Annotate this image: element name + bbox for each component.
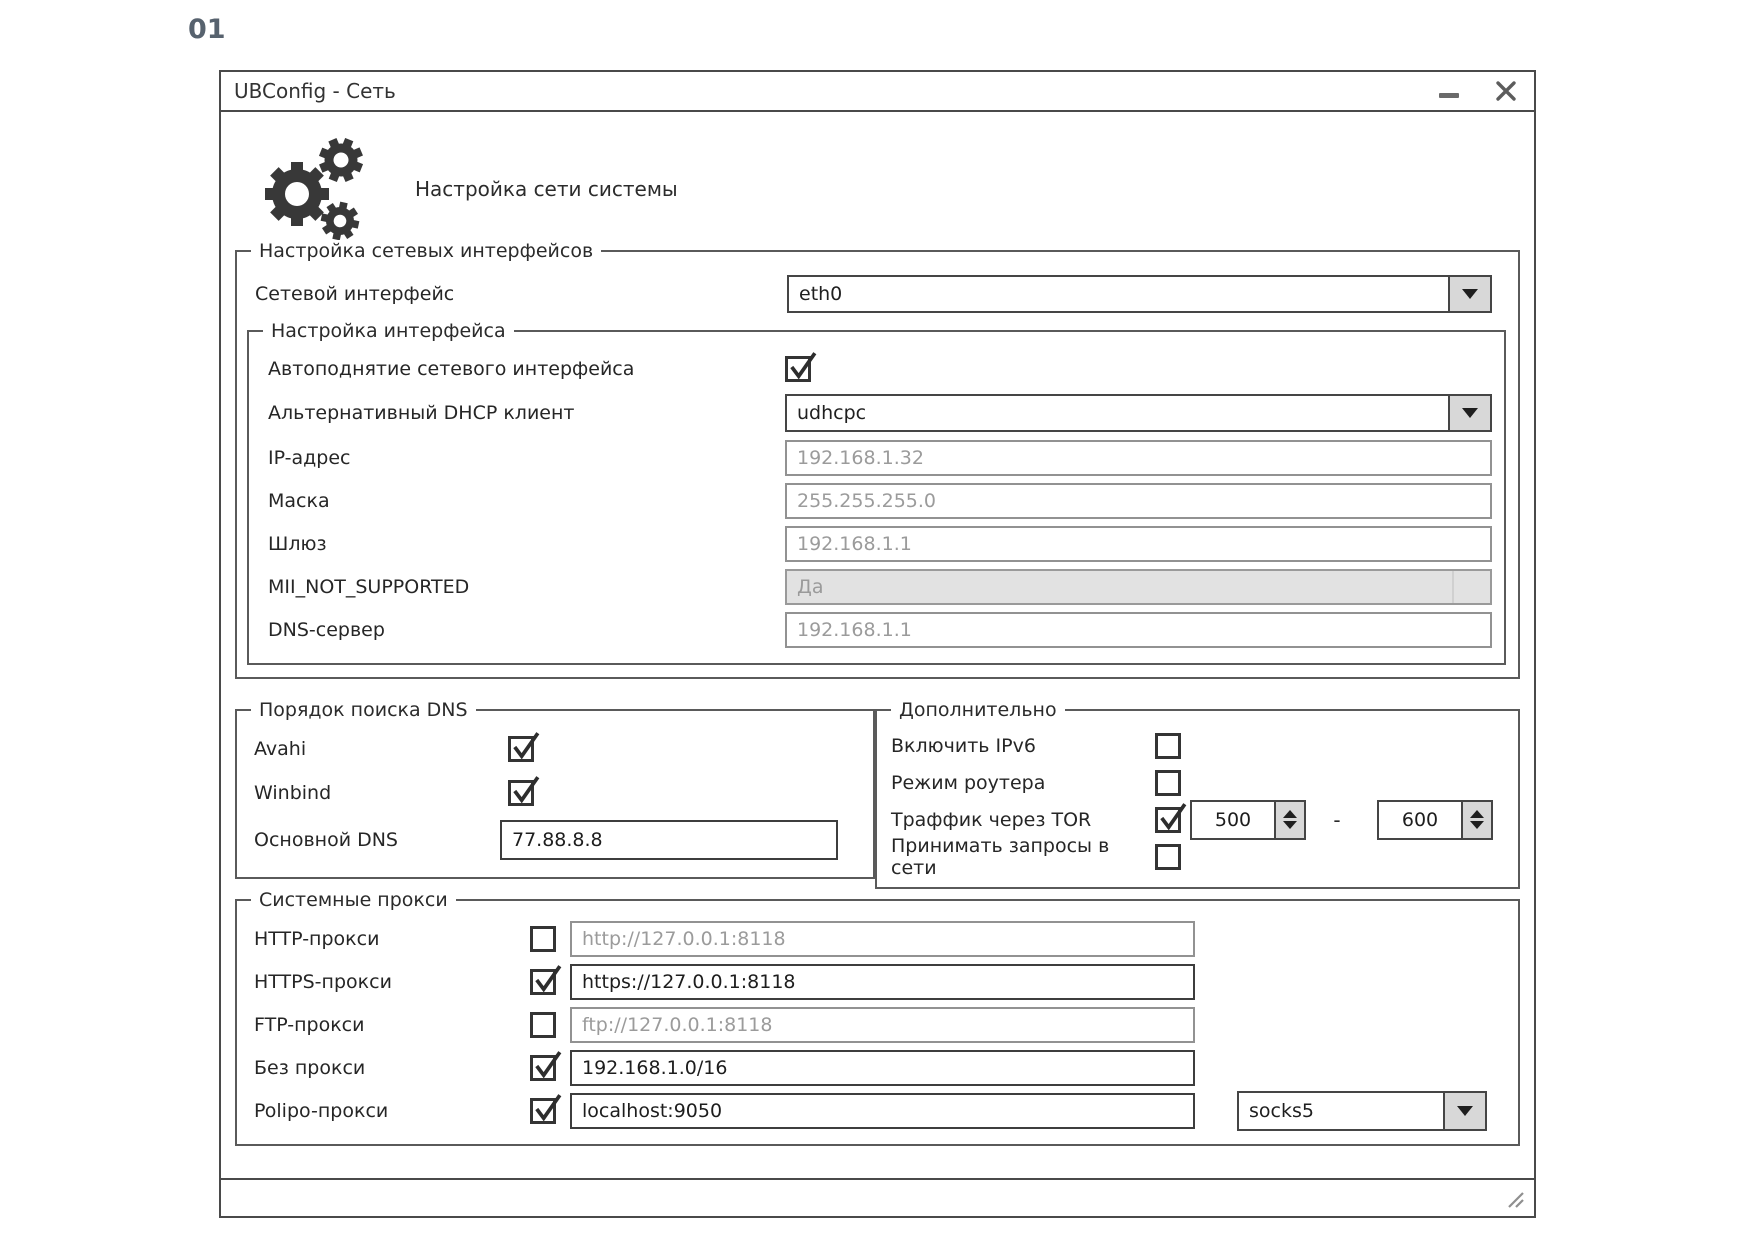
proxy-type-select-button[interactable]: [1443, 1093, 1485, 1129]
network-interfaces-legend: Настройка сетевых интерфейсов: [259, 240, 594, 262]
http-proxy-input[interactable]: [570, 921, 1195, 957]
tor-port-to-value: 600: [1401, 808, 1439, 831]
dhcp-client-label: Альтернативный DHCP клиент: [268, 402, 575, 424]
no-proxy-checkbox[interactable]: [530, 1055, 556, 1081]
checkmark-icon: [509, 775, 539, 807]
figure-label: 01: [188, 14, 226, 45]
down-arrow-icon: [1470, 821, 1484, 829]
port-range-separator: -: [1333, 807, 1341, 832]
interface-settings-legend: Настройка интерфейса: [271, 320, 506, 342]
dns-order-legend: Порядок поиска DNS: [259, 699, 468, 721]
ftp-proxy-checkbox[interactable]: [530, 1012, 556, 1038]
http-proxy-label: HTTP-прокси: [254, 927, 380, 950]
accept-requests-checkbox[interactable]: [1155, 844, 1181, 870]
ipv6-checkbox[interactable]: [1155, 733, 1181, 759]
window-titlebar[interactable]: [221, 72, 1534, 112]
interface-label: Сетевой интерфейс: [255, 283, 455, 305]
tor-port-from-spinner[interactable]: [1190, 800, 1306, 840]
autoup-row: [259, 348, 1492, 390]
close-icon: [1495, 80, 1517, 102]
polipo-proxy-input[interactable]: [570, 1093, 1195, 1129]
checkmark-icon: [531, 1050, 561, 1082]
ip-label: IP-адрес: [268, 446, 351, 469]
accept-requests-label: Принимать запросы в сети: [891, 834, 1110, 879]
chevron-down-icon: [1462, 408, 1478, 418]
http-proxy-checkbox[interactable]: [530, 926, 556, 952]
router-mode-label: Режим роутера: [891, 771, 1046, 794]
dns-server-label: DNS-сервер: [268, 618, 385, 641]
additional-legend: Дополнительно: [899, 699, 1057, 721]
router-mode-row: [887, 764, 1506, 801]
mii-disabled-field: Да: [785, 569, 1492, 605]
no-proxy-input[interactable]: [570, 1050, 1195, 1086]
chevron-down-icon: [1462, 289, 1478, 299]
checkmark-icon: [786, 351, 816, 383]
additional-fieldset: [875, 699, 1520, 889]
network-interfaces-fieldset: [235, 240, 1520, 679]
minimize-button[interactable]: [1438, 80, 1460, 102]
router-mode-checkbox[interactable]: [1155, 770, 1181, 796]
gateway-row: [259, 522, 1492, 565]
ftp-proxy-row: [247, 1003, 1506, 1046]
dns-order-fieldset: [235, 699, 875, 879]
tor-port-to-arrows[interactable]: [1461, 802, 1491, 838]
checkmark-icon: [531, 964, 561, 996]
tor-port-from-arrows[interactable]: [1274, 802, 1304, 838]
dns-server-input[interactable]: [785, 612, 1492, 648]
primary-dns-label: Основной DNS: [254, 829, 398, 851]
dhcp-client-select-button[interactable]: [1448, 396, 1490, 430]
autoup-checkbox[interactable]: [785, 356, 811, 382]
window-content: [221, 138, 1534, 1146]
mask-row: [259, 479, 1492, 522]
mask-label: Маска: [268, 489, 330, 512]
tor-row: [887, 801, 1506, 838]
avahi-row: [247, 727, 861, 771]
ftp-proxy-input[interactable]: [570, 1007, 1195, 1043]
avahi-checkbox[interactable]: [508, 736, 534, 762]
dns-server-row: [259, 608, 1492, 651]
interface-row: [247, 268, 1506, 320]
checkmark-icon: [531, 1093, 561, 1125]
https-proxy-label: HTTPS-прокси: [254, 970, 392, 993]
http-proxy-row: [247, 917, 1506, 960]
ubconfig-window: [219, 70, 1536, 1218]
ipv6-label: Включить IPv6: [891, 734, 1036, 757]
interface-select[interactable]: [787, 275, 1492, 313]
mii-row: [259, 565, 1492, 608]
polipo-proxy-row: [247, 1089, 1506, 1132]
https-proxy-row: [247, 960, 1506, 1003]
checkmark-icon: [1156, 802, 1186, 834]
close-button[interactable]: [1494, 79, 1518, 103]
tor-label: Траффик через TOR: [891, 808, 1092, 831]
gateway-label: Шлюз: [268, 532, 327, 555]
dialog-header-title: Настройка сети системы: [415, 177, 678, 201]
ip-input[interactable]: [785, 440, 1492, 476]
status-bar: [221, 1178, 1534, 1216]
gateway-input[interactable]: [785, 526, 1492, 562]
system-proxies-fieldset: [235, 889, 1520, 1146]
ipv6-row: [887, 727, 1506, 764]
tor-port-to-spinner[interactable]: [1377, 800, 1493, 840]
autoup-label: Автоподнятие сетевого интерфейса: [268, 358, 635, 380]
no-proxy-row: [247, 1046, 1506, 1089]
minimize-icon: [1439, 93, 1459, 98]
polipo-proxy-label: Polipo-прокси: [254, 1099, 389, 1122]
dhcp-client-select[interactable]: [785, 394, 1492, 432]
dhcp-client-select-value: udhcpc: [797, 402, 867, 424]
resize-grip-icon[interactable]: [1502, 1186, 1526, 1210]
tor-checkbox[interactable]: [1155, 807, 1181, 833]
polipo-proxy-checkbox[interactable]: [530, 1098, 556, 1124]
interface-settings-fieldset: [247, 320, 1506, 665]
avahi-label: Avahi: [254, 738, 307, 760]
primary-dns-row: [247, 815, 861, 865]
dialog-header: [261, 138, 1520, 240]
up-arrow-icon: [1470, 810, 1484, 818]
winbind-row: [247, 771, 861, 815]
down-arrow-icon: [1283, 821, 1297, 829]
checkmark-icon: [509, 731, 539, 763]
https-proxy-checkbox[interactable]: [530, 969, 556, 995]
winbind-label: Winbind: [254, 782, 332, 804]
winbind-checkbox[interactable]: [508, 780, 534, 806]
mii-label: MII_NOT_SUPPORTED: [268, 575, 470, 598]
proxy-type-select[interactable]: [1237, 1091, 1487, 1131]
dhcp-client-row: [259, 390, 1492, 436]
accept-requests-row: [887, 834, 1506, 879]
gears-icon: [261, 138, 365, 240]
ftp-proxy-label: FTP-прокси: [254, 1013, 365, 1036]
ip-row: [259, 436, 1492, 479]
primary-dns-input[interactable]: [500, 820, 838, 860]
up-arrow-icon: [1283, 810, 1297, 818]
chevron-down-icon: [1457, 1106, 1473, 1116]
proxy-type-select-value: socks5: [1249, 1099, 1314, 1122]
tor-port-from-value: 500: [1214, 808, 1252, 831]
interface-select-button[interactable]: [1448, 277, 1490, 311]
system-proxies-legend: Системные прокси: [259, 889, 448, 911]
window-title: UBConfig - Сеть: [234, 79, 396, 103]
interface-select-value: eth0: [799, 283, 843, 305]
middle-columns: [235, 699, 1520, 889]
no-proxy-label: Без прокси: [254, 1056, 366, 1079]
https-proxy-input[interactable]: [570, 964, 1195, 1000]
mask-input[interactable]: [785, 483, 1492, 519]
